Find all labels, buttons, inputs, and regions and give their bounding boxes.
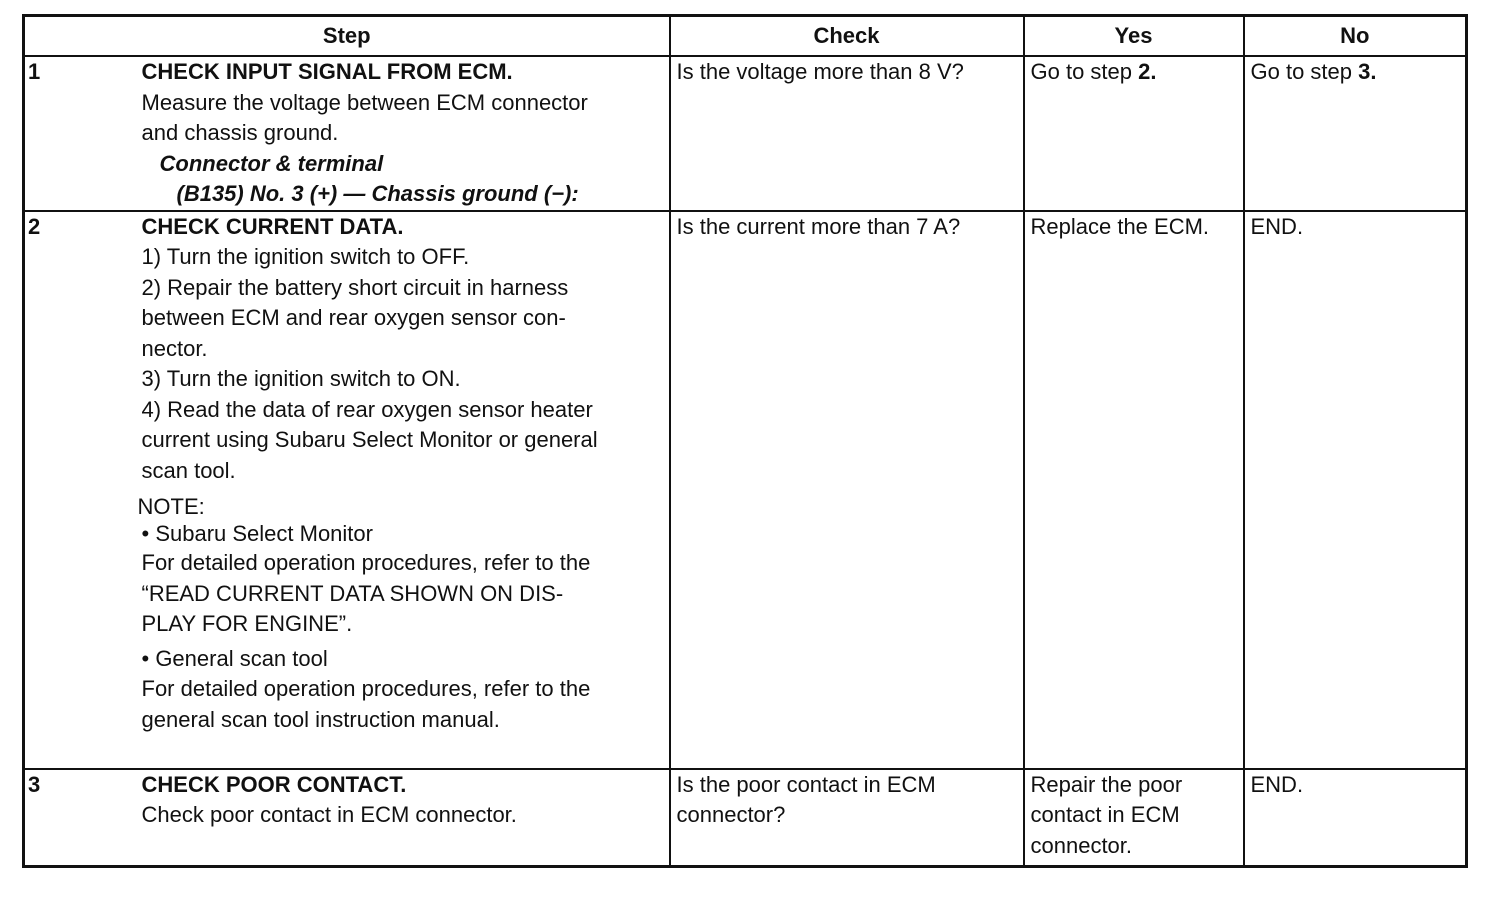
spec-label: Connector & terminal — [159, 150, 384, 176]
yes-line: contact in ECM — [1030, 802, 1180, 827]
step-line: between ECM and rear oxygen sensor con- — [141, 305, 566, 330]
step-number: 2 — [24, 211, 142, 769]
note-line: For detailed operation procedures, refer to the — [141, 676, 591, 701]
header-yes: Yes — [1024, 16, 1244, 57]
header-row — [24, 16, 1467, 57]
note-bullet: • Subaru Select Monitor — [141, 521, 373, 546]
no-text: Go to step — [1250, 59, 1359, 84]
note-line: For detailed operation procedures, refer to the — [141, 550, 591, 575]
header-no: No — [1244, 16, 1467, 57]
step-line: 1) Turn the ignition switch to OFF. — [141, 244, 470, 269]
table-row — [24, 769, 1467, 867]
step-description — [142, 769, 670, 867]
check-line: connector? — [676, 802, 786, 827]
yes-text: Go to step — [1030, 59, 1139, 84]
step-description — [142, 56, 670, 211]
note-line: “READ CURRENT DATA SHOWN ON DIS- — [141, 580, 564, 606]
table-row — [24, 56, 1467, 211]
step-line: scan tool. — [141, 457, 236, 483]
step-line: Check poor contact in ECM connector. — [141, 802, 517, 827]
no-cell — [1244, 56, 1467, 211]
step-line: current using Subaru Select Monitor or general — [141, 427, 598, 452]
check-cell: Is the current more than 7 A? — [670, 211, 1024, 769]
note-line: PLAY FOR ENGINE”. — [141, 611, 353, 636]
step-line: nector. — [141, 335, 208, 361]
diagnostic-table — [22, 14, 1468, 868]
note-line: general scan tool instruction manual. — [141, 706, 500, 732]
spec-value: (B135) No. 3 (+) — Chassis ground (−): — [176, 181, 579, 206]
step-title: CHECK POOR CONTACT. — [141, 771, 407, 797]
step-number: 3 — [24, 769, 142, 867]
header-step: Step — [24, 16, 670, 57]
yes-cell: Replace the ECM. — [1024, 211, 1244, 769]
yes-step-link: 2. — [1138, 59, 1157, 84]
note-label: NOTE: — [137, 494, 205, 519]
yes-line: connector. — [1030, 832, 1133, 858]
yes-line: Repair the poor — [1030, 771, 1183, 797]
step-line: 2) Repair the battery short circuit in harness — [141, 274, 569, 300]
table-row — [24, 211, 1467, 769]
step-number: 1 — [24, 56, 142, 211]
step-description — [137, 211, 670, 769]
step-line: 3) Turn the ignition switch to ON. — [141, 366, 461, 391]
yes-cell — [1024, 56, 1244, 211]
check-cell — [670, 769, 1024, 867]
step-line: Measure the voltage between ECM connector — [141, 89, 588, 115]
no-step-link: 3. — [1358, 59, 1377, 84]
no-cell: END. — [1244, 211, 1467, 769]
step-line: and chassis ground. — [141, 120, 339, 145]
note-bullet: • General scan tool — [141, 645, 328, 671]
step-line: 4) Read the data of rear oxygen sensor heater — [141, 396, 593, 422]
step-title: CHECK CURRENT DATA. — [141, 213, 404, 239]
header-check: Check — [670, 16, 1024, 57]
no-cell: END. — [1244, 769, 1467, 867]
yes-cell — [1024, 769, 1244, 867]
check-cell: Is the voltage more than 8 V? — [670, 56, 1024, 211]
step-title: CHECK INPUT SIGNAL FROM ECM. — [141, 59, 513, 84]
check-line: Is the poor contact in ECM — [676, 771, 936, 797]
